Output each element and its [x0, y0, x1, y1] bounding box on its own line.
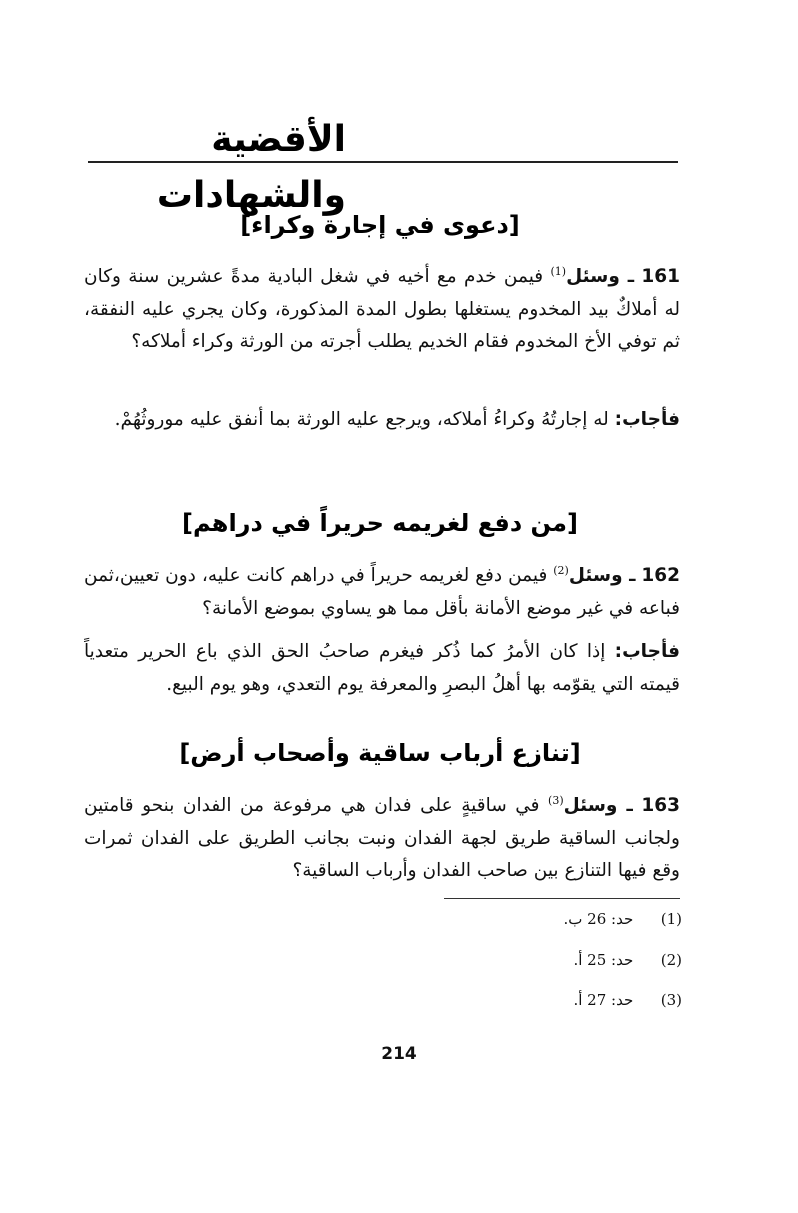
question-number: 163: [641, 795, 680, 817]
footnote-text: حد: 27 أ.: [573, 991, 634, 1009]
chapter-title: الأقضية والشهادات: [156, 119, 346, 216]
question-paragraph: [84, 256, 680, 359]
footnote: [432, 949, 682, 971]
answer-text: إذا كان الأمرُ كما ذُكر فيغرم صاحبُ الحق الذي باع الحرير متعدياً قيمته التي يقوّمه بها أهلُ البصرِ والمعرفة يوم التعدي، وهو يوم البيع.: [84, 641, 680, 695]
answer-text: له إجارتُهُ وكراءُ أملاكه، ويرجع عليه الورثة بما أنفق عليه موروثُهُمْ.: [114, 409, 609, 430]
section-heading: [من دفع لغريمه حريراً في دراهم]: [182, 509, 578, 537]
footnote-number: (3): [660, 991, 682, 1009]
question-number: 162: [641, 565, 681, 587]
footnote: [432, 989, 682, 1011]
question-text: فيمن خدم مع أخيه في شغل البادية مدةً عشرين سنة وكان له أملاكٌ بيد المخدوم يستغلها بطول المدة المذكورة، وكان يجري عليه النفقة، ثم توفي الأخ المخدوم فقام الخديم يطلب أجرته من الورثة وكراء أملاكه؟: [84, 266, 680, 353]
answer-paragraph: [84, 636, 680, 701]
footnote-text: حد: 25 أ.: [573, 951, 634, 969]
footnote: [432, 908, 682, 930]
footnote-mark: (1): [550, 265, 567, 278]
answer-label: فأجاب:: [614, 409, 680, 430]
page-number: 214: [381, 1044, 417, 1064]
question-number: 161: [641, 266, 680, 288]
section-heading: [تنازع أرباب ساقية وأصحاب أرض]: [179, 739, 581, 767]
footnote-rule: [444, 898, 680, 899]
question-label: ـ وسئل: [563, 795, 633, 817]
question-text: فيمن دفع لغريمه حريراً في دراهم كانت عليه، دون تعيين،ثمن فباعه في غير موضع الأمانة بأقل مما هو يساوي بموضع الأمانة؟: [84, 565, 680, 619]
header-rule: [88, 161, 678, 163]
footnote-mark: (2): [553, 564, 569, 577]
question-paragraph: [84, 555, 680, 625]
footnote-number: (2): [660, 951, 682, 969]
question-text: في ساقيةٍ على فدان هي مرفوعة من الفدان بنحو قامتين ولجانب الساقية طريق لجهة الفدان ونبت بجانب الطريق على الفدان ثمرات وقع فيها التنازع بين صاحب الفدان وأرباب الساقية؟: [84, 795, 680, 882]
footnote-number: (1): [660, 910, 682, 928]
question-label: ـ وسئل: [566, 266, 635, 288]
footnote-mark: (3): [548, 794, 564, 807]
question-paragraph: [84, 785, 680, 888]
footnote-text: حد: 26 ب.: [563, 910, 634, 928]
answer-label: فأجاب:: [614, 641, 680, 662]
answer-paragraph: [84, 404, 680, 437]
section-heading: [دعوى في إجارة وكراء]: [240, 211, 520, 239]
question-label: ـ وسئل: [568, 565, 636, 587]
